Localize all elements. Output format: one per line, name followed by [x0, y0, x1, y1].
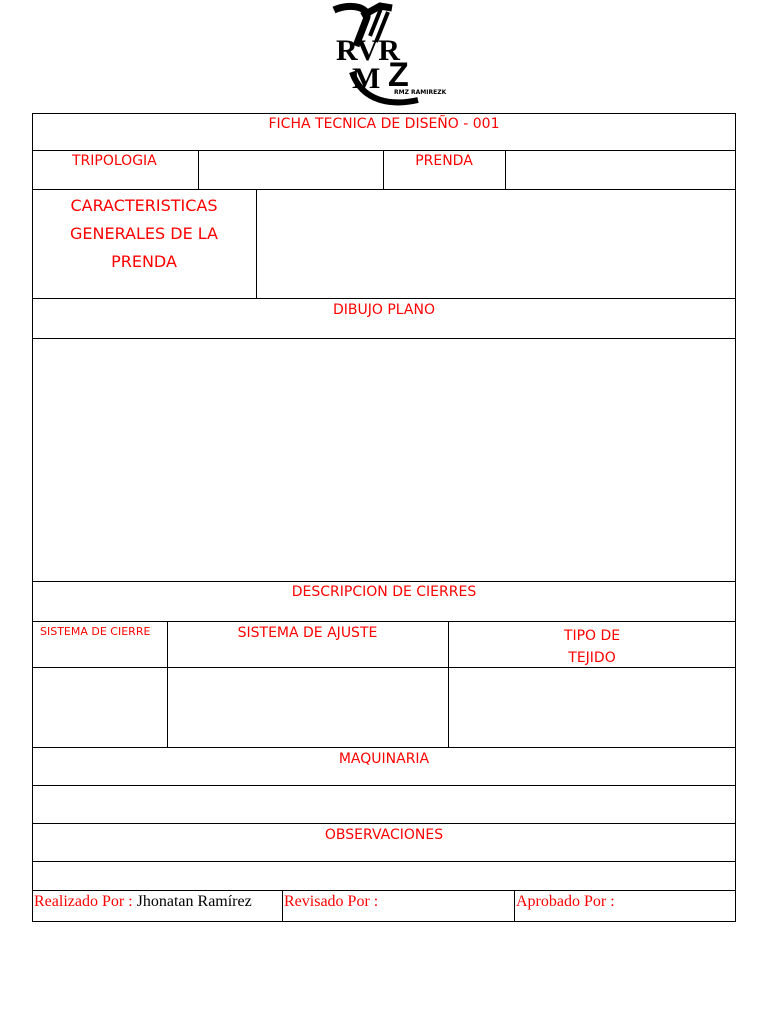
- tipo-tejido-line-2: TEJIDO: [568, 650, 616, 666]
- form-title: FICHA TECNICA DE DISEÑO - 001: [268, 116, 500, 132]
- caracteristicas-line-3: PRENDA: [111, 252, 177, 271]
- caracteristicas-label: [32, 192, 256, 276]
- aprobado-label: Aprobado Por :: [516, 893, 615, 910]
- svg-text:RVR: RVR: [336, 34, 400, 67]
- realizado-label: Realizado Por :: [34, 893, 137, 910]
- dibujo-plano-area[interactable]: [34, 340, 734, 580]
- maquinaria-field[interactable]: [34, 787, 734, 821]
- descripcion-cierres-label: DESCRIPCION DE CIERRES: [291, 584, 477, 600]
- svg-text:Z: Z: [388, 56, 409, 94]
- prenda-label: PRENDA: [415, 153, 473, 169]
- realizado-value[interactable]: Jhonatan Ramírez: [136, 893, 252, 910]
- sistema-ajuste-field[interactable]: [169, 669, 446, 745]
- sistema-ajuste-label: SISTEMA DE AJUSTE: [237, 625, 378, 641]
- brand-logo: [322, 2, 447, 108]
- realizado-por: [34, 893, 252, 911]
- caracteristicas-field[interactable]: [260, 192, 730, 292]
- dibujo-plano-label: DIBUJO PLANO: [333, 302, 435, 318]
- sistema-cierre-field[interactable]: [34, 669, 165, 745]
- tipo-tejido-label: [448, 625, 736, 669]
- observaciones-field[interactable]: [34, 863, 734, 889]
- caracteristicas-line-1: CARACTERISTICAS: [70, 196, 218, 215]
- observaciones-label: OBSERVACIONES: [324, 827, 444, 843]
- tipo-tejido-line-1: TIPO DE: [563, 628, 621, 644]
- caracteristicas-line-2: GENERALES DE LA: [69, 224, 218, 243]
- tipo-tejido-field[interactable]: [450, 669, 733, 745]
- maquinaria-label: MAQUINARIA: [338, 751, 430, 767]
- revisado-label: Revisado Por :: [284, 893, 379, 910]
- logo-caption: RMZ RAMIREZK: [394, 89, 447, 96]
- tipologia-label: TRIPOLOGIA: [72, 153, 157, 169]
- svg-text:M: M: [352, 62, 381, 95]
- sistema-cierre-label: SISTEMA DE CIERRE: [40, 625, 151, 638]
